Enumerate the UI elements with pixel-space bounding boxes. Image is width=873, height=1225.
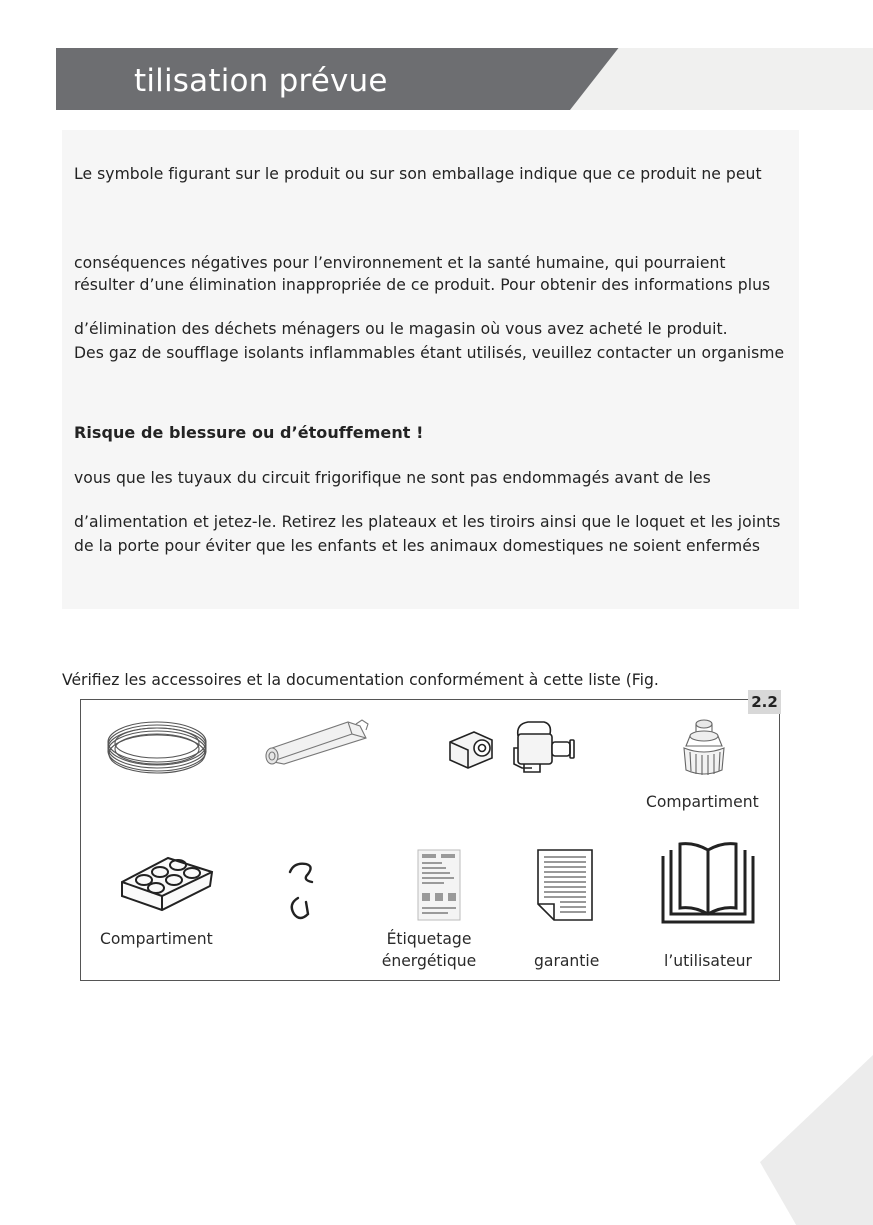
item-label-egg-tray: Compartiment [100,930,213,948]
water-tube-coil-icon [104,714,210,776]
item-label-energy-2: énergétique [381,952,477,970]
warning-heading: Risque de blessure ou d’étouffement ! [74,423,424,442]
item-label-filter-cap: Compartiment [646,793,759,811]
egg-tray-icon [116,852,216,914]
clips-icon [284,858,324,924]
figure-number: 2.2 [748,690,781,714]
page-corner-decor [760,1055,873,1225]
page-title: tilisation prévue [134,63,388,99]
notice-line-5: Des gaz de soufflage isolants inflammables étant utilisés, veuillez contacter un organisme [74,344,785,362]
item-label-user-manual: l’utilisateur [664,952,752,970]
filter-cap-icon [676,716,732,778]
notice-line-2: conséquences négatives pour l’environnement et la santé humaine, qui pourraient [74,254,726,272]
water-filter-icon [262,718,370,768]
figure-tag-line [670,699,748,700]
header-decor-right [570,48,873,110]
notice-line-7: d’alimentation et jetez-le. Retirez les plateaux et les tiroirs ainsi que le loquet et les joints [74,513,781,531]
connector-valve-icon [444,718,576,776]
notice-line-4: d’élimination des déchets ménagers ou le magasin où vous avez acheté le produit. [74,320,728,338]
item-label-energy-1: Étiquetage [386,930,472,948]
item-label-warranty: garantie [534,952,600,970]
notice-line-8: de la porte pour éviter que les enfants et les animaux domestiques ne soient enfermés [74,537,761,555]
energy-label-icon [417,849,461,921]
accessories-intro: Vérifiez les accessoires et la documentation conformément à cette liste (Fig. [62,671,659,689]
warranty-document-icon [536,848,594,922]
notice-line-1: Le symbole figurant sur le produit ou sur son emballage indique que ce produit ne peut [74,165,762,183]
notice-line-3: résulter d’une élimination inappropriée de ce produit. Pour obtenir des informations plus [74,276,771,294]
user-manual-icon [660,840,756,924]
notice-line-6: vous que les tuyaux du circuit frigorifique ne sont pas endommagés avant de les [74,469,711,487]
